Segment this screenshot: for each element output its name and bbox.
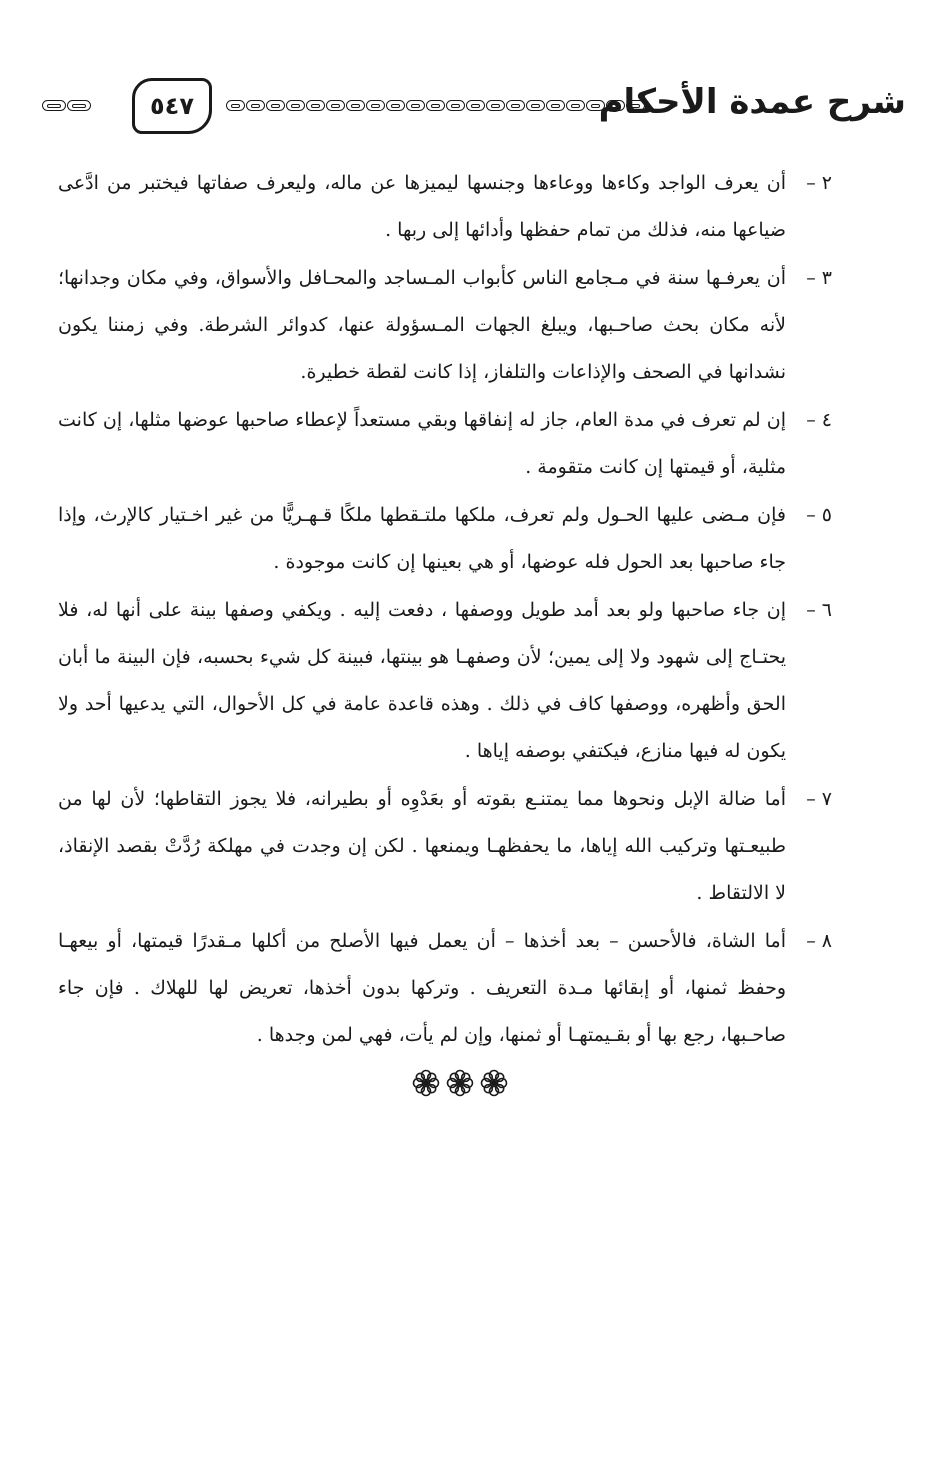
header-ornament-chain-left <box>42 100 98 114</box>
item-text: إن جاء صاحبها ولو بعد أمد طويل ووصفها ، دفعت إليه . ويكفي وصفها بينة على أنها له، فلا يحتـاج إلى شهود ولا إلى يمين؛ لأن وصفهـا هو بينتها، فبينة كل شيء بحسبه، فإن البينة ما أبان الحق وأظهره، ووصفها كاف في ذلك . وهذه قاعدة عامة في كل الأحوال، التي يدعيها أحد ولا يكون له فيها منازع، فيكتفي بوصفه إياها . <box>58 599 786 762</box>
chain-link <box>566 100 585 111</box>
chain-link <box>67 100 91 111</box>
chain-link <box>386 100 405 111</box>
page-number: ٥٤٧ <box>132 78 212 134</box>
chain-link <box>42 100 66 111</box>
chain-link <box>406 100 425 111</box>
list-item <box>58 776 832 917</box>
chain-link <box>526 100 545 111</box>
item-text: إن لم تعرف في مدة العام، جاز له إنفاقها وبقي مستعداً لإعطاء صاحبها عوضها مثلها، إن كانت مثلية، أو قيمتها إن كانت متقومة . <box>58 409 786 478</box>
item-number: ٥ – <box>806 504 832 526</box>
item-text: أن يعرفـها سنة في مـجامع الناس كأبواب المـساجد والمحـافل والأسواق، وفي مكان وجدانها؛ لأنه مكان بحث صاحـبها، ويبلغ الجهات المـسؤولة عنها، كدوائر الشرطة. وفي زمننا يكون نشدانها في الصحف والإذاعات والتلفاز، إذا كانت لقطة خطيرة. <box>58 267 786 383</box>
list-item <box>58 492 832 586</box>
list-item <box>58 397 832 491</box>
item-text: فإن مـضى عليها الحـول ولم تعرف، ملكها ملتـقطها ملكًا قـهـريًّا من غير اخـتيار كالإرث، وإذا جاء صاحبها بعد الحول فله عوضها، أو هي بعينها إن كانت موجودة . <box>58 504 786 573</box>
item-number: ٦ – <box>806 599 832 621</box>
flower-ornament-icon <box>412 1069 440 1097</box>
list-item <box>58 255 832 396</box>
chain-link <box>506 100 525 111</box>
item-text: أن يعرف الواجد وكاءها ووعاءها وجنسها ليميزها عن ماله، وليعرف صفاتها فيختبر من ادَّعى ضياعها منه، فذلك من تمام حفظها وأدائها إلى ربها . <box>58 172 786 241</box>
book-title: شرح عمدة الأحكام <box>598 82 906 122</box>
item-number: ٧ – <box>806 788 832 810</box>
header-ornament-chain <box>226 100 654 114</box>
chain-link <box>546 100 565 111</box>
list-item <box>58 918 832 1059</box>
item-number: ٤ – <box>806 409 832 431</box>
list-item <box>58 160 832 254</box>
chain-link <box>306 100 325 111</box>
item-text: أما ضالة الإبل ونحوها مما يمتنـع بقوته أو بعَدْوِه أو بطيرانه، فلا يجوز التقاطها؛ لأن لها من طبيعـتها وتركيب الله إياها، ما يحفظهـا ويمنعها . لكن إن وجدت في مهلكة رُدَّتْ بقصد الإنقاذ، لا الالتقاط . <box>58 788 786 904</box>
item-number: ٢ – <box>806 172 832 194</box>
item-number: ٨ – <box>806 930 832 952</box>
flower-ornament-icon <box>480 1069 508 1097</box>
item-number: ٣ – <box>806 267 832 289</box>
chain-link <box>486 100 505 111</box>
flower-ornament-icon <box>446 1069 474 1097</box>
chain-link <box>466 100 485 111</box>
list-item <box>58 587 832 775</box>
chain-link <box>426 100 445 111</box>
page-header <box>40 78 906 138</box>
chain-link <box>246 100 265 111</box>
chain-link <box>286 100 305 111</box>
chain-link <box>366 100 385 111</box>
page-body <box>58 160 832 1060</box>
chain-link <box>266 100 285 111</box>
item-text: أما الشاة، فالأحسن – بعد أخذها – أن يعمل فيها الأصلح من أكلها مـقدرًا قيمتها، أو بيعهـا وحفظ ثمنها، أو إبقائها مـدة التعريف . وتركها بدون أخذها، تعريض لها للهلاك . فإن جاء صاحـبها، رجع بها أو بقـيمتهـا أو ثمنها، وإن لم يأت، فهي لمن وجدها . <box>58 930 786 1046</box>
section-end-ornament <box>412 1066 508 1100</box>
chain-link <box>446 100 465 111</box>
chain-link <box>326 100 345 111</box>
chain-link <box>346 100 365 111</box>
chain-link <box>226 100 245 111</box>
